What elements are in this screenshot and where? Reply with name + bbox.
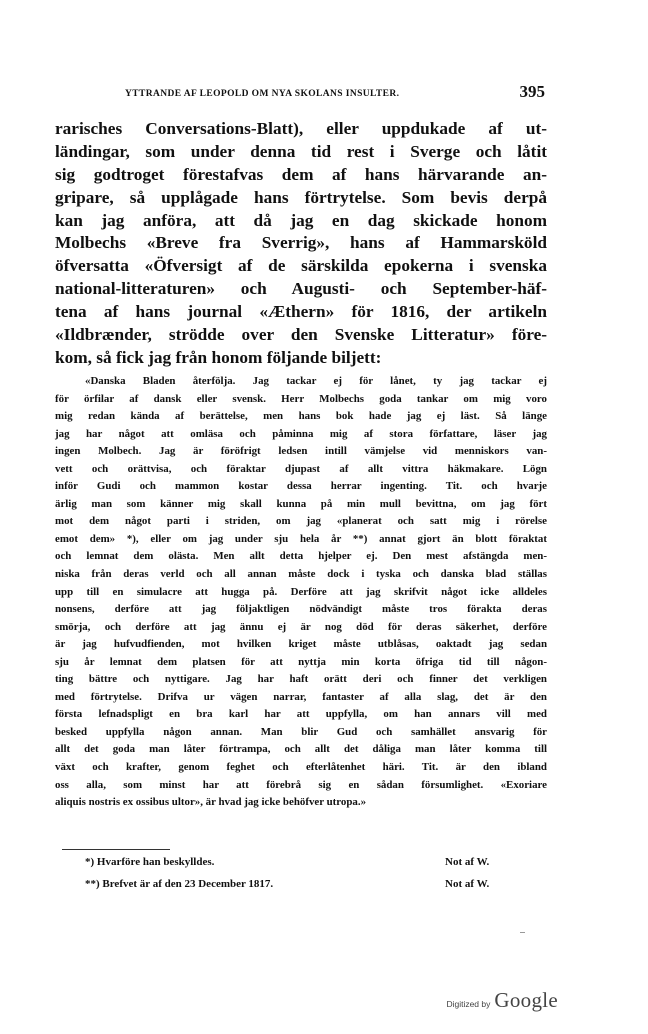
page-number: 395: [519, 82, 545, 101]
digitized-watermark: [446, 988, 558, 1013]
body-line: ländingar, som under denna tid rest i Sverge och låtit: [55, 141, 547, 161]
quote-line: mot dem något parti i striden, om jag «planerat och satt mig i rörelse: [55, 515, 547, 528]
running-head: YTTRANDE AF LEOPOLD OM NYA SKOLANS INSULTER.: [125, 89, 400, 99]
footnote-attribution: Not af W.: [445, 878, 490, 890]
quote-line: allt det goda man låter förtrampa, och allt det dåliga man låter komma till: [55, 743, 547, 756]
quote-line: för örfilar af dansk eller svensk. Herr Molbechs goda tankar om mig voro: [55, 392, 547, 405]
quote-line: smörja, och derföre att jag ännu ej är nog död för deras säkerhet, derföre: [55, 620, 547, 633]
watermark-prefix: Digitized by: [446, 999, 491, 1009]
body-line: Molbechs «Breve fra Sverrig», hans af Hammarsköld: [55, 233, 547, 253]
quote-line: ärlig man som känner mig skall kunna på min mull bevittna, om jag fört: [55, 497, 547, 510]
quote-line: aliquis nostris ex ossibus ultor», är hvad jag icke behöfver utropa.»: [55, 796, 367, 809]
body-line: national-litteraturen» och Augusti- och September-häf-: [55, 279, 547, 299]
footnotes: [55, 856, 547, 900]
footnote-text: **) Brefvet är af den 23 December 1817.: [85, 878, 274, 890]
quote-line: ting bättre och nyttigare. Jag har haft orätt deri och finner det verkligen: [55, 673, 547, 686]
footnote-item: [55, 878, 547, 900]
body-line: kan jag anföra, att då jag en dag skickade honom: [55, 210, 547, 230]
quote-line: nonsens, derföre att jag följaktligen nödvändigt måste tros förakta deras: [55, 603, 547, 616]
quote-line: mig redan kända af berättelse, men hans bok hade jag ej läst. Så länge: [55, 410, 547, 423]
body-line: kom, så fick jag från honom följande biljett:: [55, 347, 382, 367]
page-header: [125, 82, 545, 104]
footnote-text: *) Hvarföre han beskylldes.: [85, 856, 215, 868]
body-line: tena af hans journal «Æthern» för 1816, der artikeln: [55, 302, 547, 322]
quote-line: sju år lemnat dem platsen för att nyttja min korta öfriga tid till någon-: [55, 655, 547, 668]
quote-line: med förtrytelse. Drifva ur vägen narrar, fantaster af alla slag, det är den: [55, 690, 547, 703]
quote-line: vett och orättvisa, och föraktar djupast af allt vittra häkmakare. Lögn: [55, 462, 547, 475]
quote-line: är jag hufvudfienden, mot hvilken kriget måste utblåsas, oaktadt jag sedan: [55, 638, 547, 651]
quote-line: inför Gudi och mammon kostar dessa herrar ingenting. Tit. och hvarje: [55, 480, 547, 493]
quoted-letter: [55, 373, 547, 812]
quote-line: första lefnadspligt en bra karl har att uppfylla, om han annars vill med: [55, 708, 547, 721]
footnote-item: [55, 856, 547, 878]
footnote-attribution: Not af W.: [445, 856, 490, 868]
body-line: sig godtroget förestafvas dem af hans härvarande an-: [55, 164, 547, 184]
quote-line: jag har något att omläsa och påminna mig af stora författare, läser jag: [55, 427, 547, 440]
quote-line: ingen Molbech. Jag är föröfrigt ledsen intill vämjelse vid menniskors van-: [55, 445, 547, 458]
quote-line: och lemnat dem olästa. Men allt detta hjelper ej. Den mest afstängda men-: [55, 550, 547, 563]
google-logo: Google: [494, 988, 558, 1012]
quote-line: «Danska Bladen återfölja. Jag tackar ej för lånet, ty jag tackar ej: [85, 375, 547, 387]
quote-line: emot dem» *), eller om jag under sju hela år **) annat gjort än blott föraktat: [55, 532, 547, 545]
quote-line: besked uppfylla någon annan. Man blir Gud och samhället ansvarig för: [55, 725, 547, 738]
quote-line: niska från deras verld och all annan måste dock i tyska och danska blad ställas: [55, 568, 547, 581]
quote-line: upp till en simulacre att hugga på. Derföre att jag skrifvit något icke alldeles: [55, 585, 547, 598]
main-paragraph: [55, 118, 547, 370]
body-line: rarisches Conversations-Blatt), eller uppdukade af ut-: [55, 119, 547, 138]
footnote-divider: [62, 849, 170, 850]
quote-line: växt och krafter, genom feghet och efterlåtenhet häri. Tit. är den ibland: [55, 761, 547, 774]
body-line: gripare, så upplågade hans förtrytelse. Som bevis derpå: [55, 187, 547, 207]
quote-line: oss alla, som minst har att förebrå sig en sådan försumlighet. «Exoriare: [55, 778, 547, 791]
stray-mark: [520, 932, 525, 933]
body-line: «Ildbrænder, strödde over den Svenske Litteratur» före-: [55, 325, 547, 345]
body-line: öfversatta «Öfversigt af de särskilda epokerna i svenska: [55, 256, 547, 276]
